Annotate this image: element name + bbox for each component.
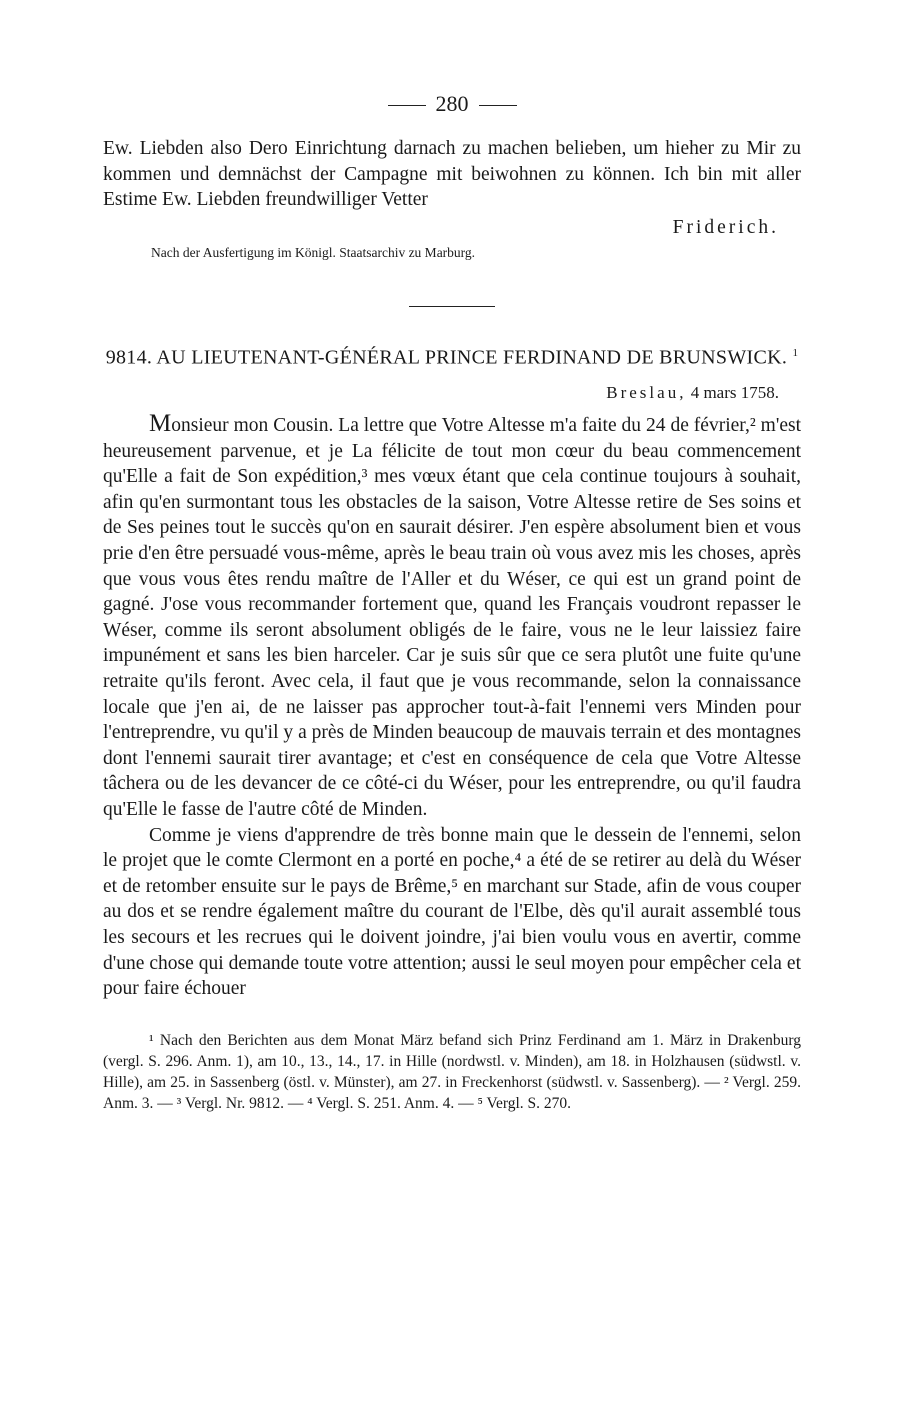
book-page bbox=[103, 84, 801, 1114]
dateline-date: 4 mars 1758. bbox=[690, 383, 779, 403]
page-number: 280 bbox=[435, 91, 469, 116]
page-header bbox=[103, 84, 801, 124]
letter-body bbox=[103, 411, 801, 1002]
header-dash-left bbox=[388, 105, 426, 106]
letter-title bbox=[103, 341, 801, 371]
footnotes bbox=[103, 1030, 801, 1114]
dateline bbox=[103, 381, 779, 405]
letter-title-text: AU LIEUTENANT-GÉNÉRAL PRINCE FERDINAND DE BRUNSWICK. bbox=[156, 347, 788, 370]
title-footnote-mark: 1 bbox=[792, 347, 799, 360]
footnote-text: ¹ Nach den Berichten aus dem Monat März befand sich Prinz Ferdinand am 1. März in Drakenburg (vergl. S. 296. Anm. 1), am 10., 13., 14., 17. in Hille (nordwstl. v. Minden), am 18. in Holzhausen (südwstl. v. Hille), am 25. in Sassenberg (östl. v. Münster), am 27. in Freckenhorst (südwstl. v. Sassenberg). — ² Vergl. 259. Anm. 3. — ³ Vergl. Nr. 9812. — ⁴ Vergl. S. 251. Anm. 4. — ⁵ Vergl. S. 270. bbox=[103, 1031, 801, 1112]
section-divider bbox=[409, 306, 495, 307]
previous-letter-ending: Ew. Liebden also Dero Einrichtung darnach zu machen belieben, um hieher zu Mir zu kommen und demnächst der Campagne mit beiwohnen zu können. Ich bin mit aller Estime Ew. Liebden freundwilliger Vetter bbox=[103, 138, 801, 211]
header-dash-right bbox=[479, 105, 517, 106]
dateline-place: Breslau, bbox=[606, 383, 687, 403]
body-paragraph-1: Monsieur mon Cousin. La lettre que Votre Altesse m'a faite du 24 de février,² m'est heureusement parvenue, et je La félicite de tout mon cœur du beau commencement qu'Elle a fait de Son expédition,³ mes vœux étant que cela continue toujours à souhait, afin qu'en surmontant tous les obstacles de la saison, Votre Altesse retire de Ses soins et de Ses peines tout le succès qu'on en saurait désirer. J'en espère absolument bien et vous prie d'en être persuadé vous-même, après le beau train où vous avez mis les choses, après que vous vous êtes rendu maître de l'Aller et du Wéser, ce qui est un grand point de gagné. J'ose vous recommander fortement que, quand les Français voudront repasser le Wéser, comme ils seront absolument obligés de le faire, vous ne le leur laissiez faire impunément et sans les bien harceler. Car je suis sûr que ce sera plutôt une fuite qu'une retraite qu'ils feront. Avec cela, il faut que je vous recommande, selon la connaissance locale que j'en ai, de ne laisser pas approcher tout-à-fait l'ennemi vers Minden pour l'entreprendre, vu qu'il y a près de Minden beaucoup de mauvais terrain et des montagnes dont l'ennemi saurait tirer avantage; et c'est en conséquence de cela que Votre Altesse tâchera ou de les devancer de ce côté-ci du Wéser, pour les entreprendre, ou qu'il faudra qu'Elle le fasse de l'autre côté de Minden. bbox=[103, 410, 801, 820]
letter-number: 9814. bbox=[105, 347, 153, 370]
signature: Friderich. bbox=[672, 216, 779, 238]
body-paragraph-2: Comme je viens d'apprendre de très bonne main que le dessein de l'ennemi, selon le projet que le comte Clermont en a porté en poche,⁴ a été de se retirer au delà du Wéser et de retomber ensuite sur le pays de Brême,⁵ en marchant sur Stade, afin de vous couper au dos et se rendre également maître du courant de l'Elbe, dès qu'il aurait assemblé tous les secours et les recrues qui le doivent joindre, j'ai bien voulu vous en avertir, comme d'une chose qui demande toute votre attention; aussi le seul moyen pour empêcher cela et pour faire échouer bbox=[103, 824, 801, 1000]
source-note: Nach der Ausfertigung im Königl. Staatsarchiv zu Marburg. bbox=[151, 245, 476, 261]
